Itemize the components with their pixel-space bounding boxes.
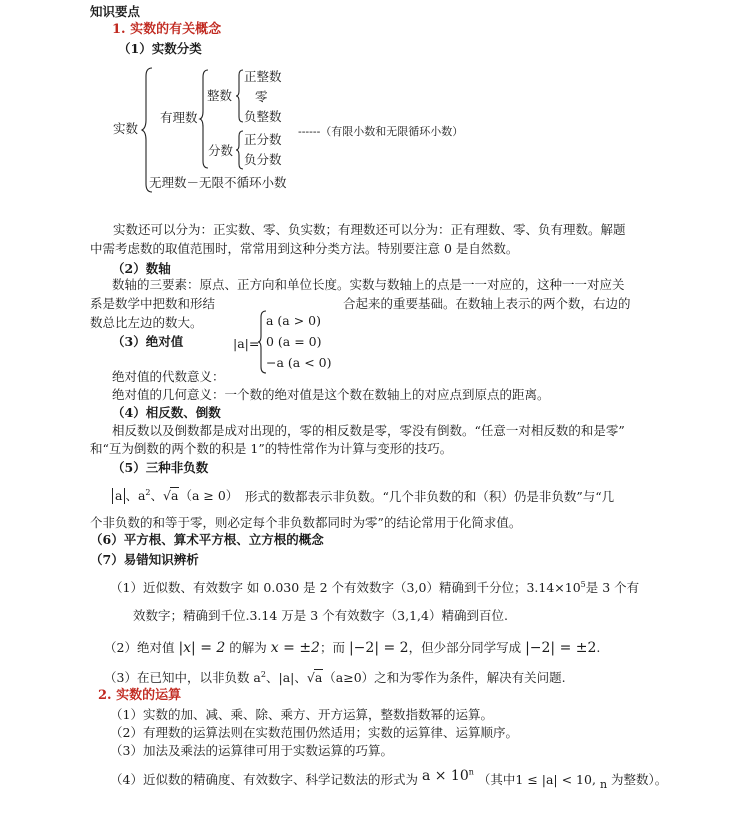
tree-irrational: 无理数－无限不循环小数: [149, 175, 287, 190]
error-item-1-line-1: [110, 580, 639, 596]
brace-integer: [236, 70, 244, 122]
error-item-1-text-a: （1）近似数、有效数字 如 0.030 是 2 个有效数字（3,0）精确到千分位；3.14×10: [110, 580, 581, 595]
tree-integer: 整数: [207, 88, 233, 103]
operation-item-3: （3）加法及乘法的运算律可用于实数运算的巧算。: [110, 743, 393, 758]
tree-positive-integer: 正整数: [244, 69, 282, 84]
nonneg-abs-a: a: [112, 488, 125, 504]
axis-line-2b: 合起来的重要基础。在数轴上表示的两个数，右边的: [343, 296, 631, 311]
abs-algebraic-meaning: 绝对值的代数意义：: [112, 369, 225, 384]
subsection-2-heading: （2）数轴: [112, 261, 171, 276]
nonneg-sqrt-icon: √: [163, 488, 171, 503]
section-1-heading: 1. 实数的有关概念: [112, 22, 222, 37]
error-item-2-text-4: ，但少部分同学写成: [408, 640, 522, 655]
error-item-3-sqrt-a: a: [314, 670, 323, 685]
opposite-line-2: 和“互为倒数的两个数的积是 1”的特性常作为计算与变形的技巧。: [90, 441, 453, 456]
error-item-3-exponent: 2: [260, 669, 266, 679]
error-item-3-text-2: 、|a|、: [265, 670, 307, 685]
nonneg-line-2: 个非负数的和等于零，则必定每个非负数都同时为零”的结论常用于化简求值。: [90, 515, 522, 530]
tree-real: 实数: [113, 121, 139, 136]
error-item-1-text-b: 是 3 个有: [585, 580, 640, 595]
tree-rational: 有理数: [160, 110, 198, 125]
subsection-7-heading: （7）易错知识辨析: [90, 552, 199, 567]
nonneg-a-squared: a: [137, 488, 146, 503]
error-item-2-eq-2: x = ±2: [270, 640, 320, 656]
tree-fraction-note: ------（有限小数和无限循环小数）: [298, 125, 464, 138]
error-item-1-line-2: 效数字；精确到千位.3.14 万是 3 个有效数字（3,1,4）精确到百位.: [133, 608, 508, 623]
operation-item-4-text-2: （其中1 ≤ |a| < 10,: [477, 772, 596, 787]
nonneg-sep-1: 、: [125, 488, 138, 503]
operation-item-4-text-3: 为整数）。: [611, 772, 668, 787]
operation-item-1: （1）实数的加、减、乘、除、乘方、开方运算，整数指数幂的运算。: [110, 707, 493, 722]
formula-exponent: n: [468, 767, 474, 777]
brace-real: [142, 68, 154, 192]
nonneg-sqrt-a: a: [171, 488, 179, 503]
abs-lhs: |a|=: [233, 336, 260, 351]
nonneg-expression: [112, 487, 238, 504]
error-item-3-sqrt-icon: √: [306, 670, 315, 685]
classification-para-line-1: 实数还可以分为：正实数、零、负实数；有理数还可以分为：正有理数、零、负有理数。解题: [113, 222, 626, 237]
page-title: 知识要点: [90, 4, 141, 19]
error-item-2-text-1: （2）绝对值: [104, 640, 175, 655]
classification-para-line-2: 中需考虑数的取值范围时，常常用到这种分类方法。特别要注意 0 是自然数。: [90, 241, 519, 256]
operation-item-4-n: n: [599, 778, 608, 791]
subsection-4-heading: （4）相反数、倒数: [112, 405, 221, 420]
tree-zero: 零: [255, 89, 268, 104]
nonneg-condition: （a ≥ 0）: [179, 488, 239, 503]
brace-fraction: [236, 131, 244, 169]
error-item-3: [104, 669, 566, 686]
section-2-heading: 2. 实数的运算: [98, 688, 182, 703]
scientific-notation-formula: [422, 768, 474, 784]
error-item-2: [104, 640, 600, 656]
operation-item-2: （2）有理数的运算法则在实数范围仍然适用；实数的运算律、运算顺序。: [110, 725, 518, 740]
abs-case-zero: 0 (a = 0): [266, 334, 322, 349]
error-item-2-eq-1: |x| = 2: [178, 640, 226, 656]
tree-fraction: 分数: [208, 143, 234, 158]
abs-case-positive: a (a > 0): [266, 313, 322, 328]
error-item-2-text-2: 的解为: [229, 640, 267, 655]
axis-line-2a: 系是数学中把数和形结: [90, 296, 216, 311]
axis-line-3: 数总比左边的数大。: [90, 315, 203, 330]
nonneg-line-1: 形式的数都表示非负数。“几个非负数的和（积）仍是非负数”与“几: [245, 489, 615, 504]
tree-negative-fraction: 负分数: [244, 152, 282, 167]
operation-item-4-text-1: （4）近似数的精确度、有效数字、科学记数法的形式为: [110, 772, 418, 787]
abs-geometric-meaning: 绝对值的几何意义：一个数的绝对值是这个数在数轴上的对应点到原点的距离。: [112, 387, 550, 402]
opposite-line-1: 相反数以及倒数都是成对出现的，零的相反数是零，零没有倒数。“任意一对相反数的和是零”: [112, 423, 625, 438]
operation-item-4: [110, 767, 668, 791]
error-item-2-eq-4: |−2| = ±2: [525, 640, 597, 656]
subsection-3-heading: （3）绝对值: [112, 334, 184, 349]
subsection-1-heading: （1）实数分类: [118, 41, 202, 56]
error-item-1-exponent: 5: [580, 579, 586, 589]
error-item-3-text-1: （3）在已知中，以非负数 a: [104, 670, 261, 685]
subsection-5-heading: （5）三种非负数: [112, 460, 209, 475]
nonneg-exponent: 2: [145, 487, 151, 497]
tree-positive-fraction: 正分数: [244, 132, 282, 147]
error-item-2-text-3: ；而: [319, 640, 345, 655]
subsection-6-heading: （6）平方根、算术平方根、立方根的概念: [90, 532, 324, 547]
error-item-2-eq-3: |−2| = 2: [348, 640, 409, 656]
nonneg-sep-2: 、: [150, 488, 164, 503]
abs-case-negative: −a (a < 0): [266, 355, 332, 370]
formula-base: a × 10: [421, 768, 469, 784]
axis-line-1: 数轴的三要素：原点、正方向和单位长度。实数与数轴上的点是一一对应的，这种一一对应关: [112, 277, 625, 292]
error-item-3-text-3: （a≥0）之和为零作为条件，解决有关问题.: [323, 670, 566, 685]
tree-negative-integer: 负整数: [244, 109, 282, 124]
error-item-2-text-5: .: [596, 640, 601, 655]
